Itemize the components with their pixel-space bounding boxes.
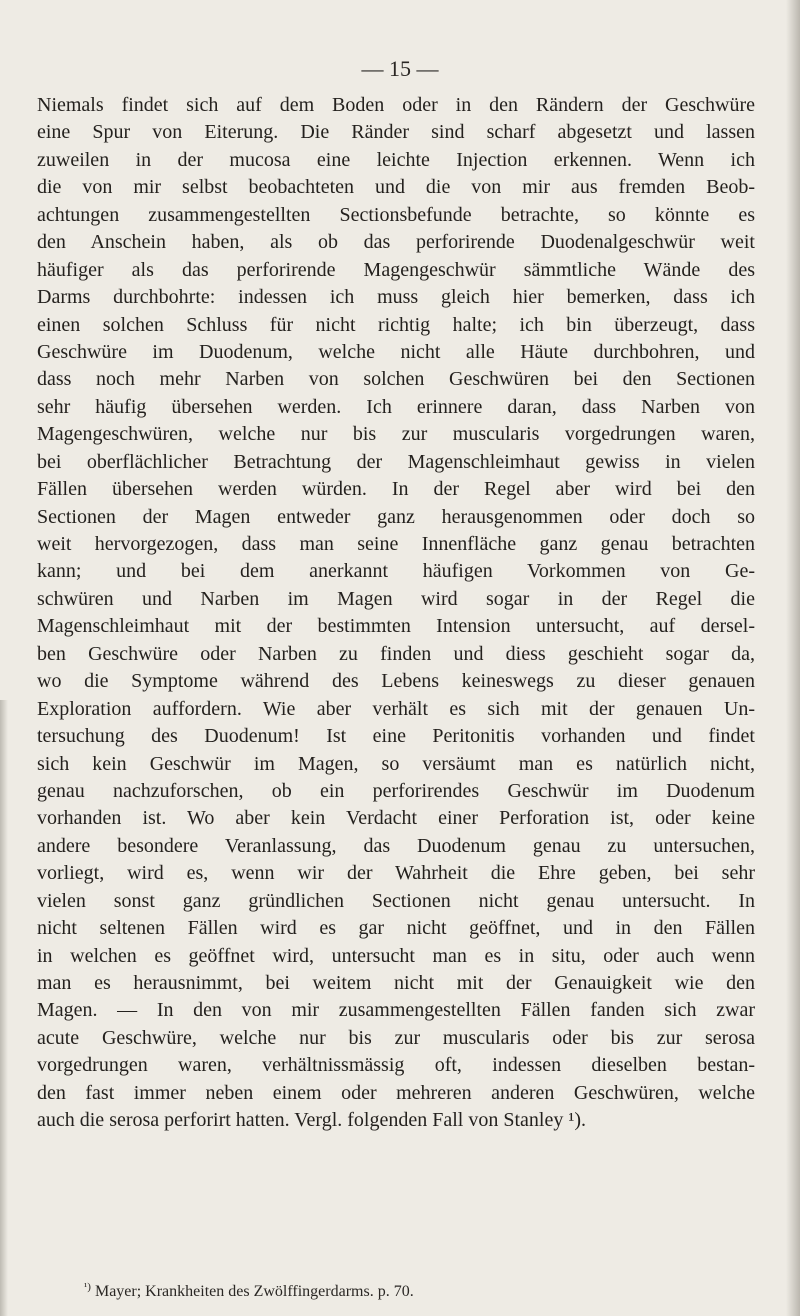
text-line: man es herausnimmt, bei weitem nicht mit der Genauigkeit wie den xyxy=(37,972,755,994)
page-number: — 15 — xyxy=(361,56,439,81)
text-line: Magengeschwüren, welche nur bis zur muscularis vorgedrungen waren, xyxy=(37,423,755,446)
footnote-text: Mayer; Krankheiten des Zwölffingerdarms. p. 70. xyxy=(94,1283,414,1300)
text-line: in welchen es geöffnet wird, untersucht man es in situ, oder auch wenn xyxy=(37,944,755,967)
text-line: zuweilen in der mucosa eine leichte Injection erkennen. Wenn ich xyxy=(37,148,755,171)
text-line: acute Geschwüre, welche nur bis zur muscularis oder bis zur serosa xyxy=(37,1026,755,1049)
text-line: vorgedrungen waren, verhältnissmässig oft, indessen dieselben bestan- xyxy=(37,1054,755,1077)
text-line: den fast immer neben einem oder mehreren anderen Geschwüren, welche xyxy=(37,1081,755,1104)
text-line: kann; und bei dem anerkannt häufigen Vorkommen von Ge- xyxy=(37,560,755,583)
text-line: bei oberflächlicher Betrachtung der Magenschleimhaut gewiss in vielen xyxy=(37,450,755,473)
text-line: Darms durchbohrte: indessen ich muss gleich hier bemerken, dass ich xyxy=(37,286,755,309)
text-line: andere besondere Veranlassung, das Duodenum genau zu untersuchen, xyxy=(37,834,755,857)
text-line: sehr häufig übersehen werden. Ich erinnere daran, dass Narben von xyxy=(37,395,755,418)
footnote-marker: ¹) xyxy=(84,1281,91,1293)
text-line: auch die serosa perforirt hatten. Vergl. folgenden Fall von Stanley ¹). xyxy=(37,1109,586,1132)
text-line: nicht seltenen Fällen wird es gar nicht geöffnet, und in den Fällen xyxy=(37,917,755,940)
text-line: vorhanden ist. Wo aber kein Verdacht einer Perforation ist, oder keine xyxy=(37,807,755,830)
text-line: häufiger als das perforirende Magengeschwür sämmtliche Wände des xyxy=(37,258,755,281)
text-line: Magenschleimhaut mit der bestimmten Intension untersucht, auf dersel- xyxy=(37,615,755,638)
page-edge-shadow xyxy=(786,0,800,1316)
text-line: die von mir selbst beobachteten und die von mir aus fremden Beob- xyxy=(37,176,755,199)
text-line: Geschwüre im Duodenum, welche nicht alle Häute durchbohren, und xyxy=(37,340,755,363)
text-line: sich kein Geschwür im Magen, so versäumt man es natürlich nicht, xyxy=(37,752,755,775)
text-line: vorliegt, wird es, wenn wir der Wahrheit die Ehre geben, bei sehr xyxy=(37,862,755,885)
text-line: schwüren und Narben im Magen wird sogar in der Regel die xyxy=(37,587,755,610)
text-line: eine Spur von Eiterung. Die Ränder sind scharf abgesetzt und lassen xyxy=(37,121,755,144)
text-line: achtungen zusammengestellten Sectionsbefunde betrachte, so könnte es xyxy=(37,203,755,226)
text-line: Exploration auffordern. Wie aber verhält es sich mit der genauen Un- xyxy=(37,697,755,720)
text-line: Sectionen der Magen entweder ganz herausgenommen oder doch so xyxy=(37,505,755,528)
text-line: wo die Symptome während des Lebens keineswegs zu dieser genauen xyxy=(37,670,755,693)
text-line: einen solchen Schluss für nicht richtig halte; ich bin überzeugt, dass xyxy=(37,313,755,336)
text-line: vielen sonst ganz gründlichen Sectionen nicht genau untersucht. In xyxy=(37,889,755,912)
footnote xyxy=(84,1283,744,1301)
body-text xyxy=(37,92,755,1135)
text-line: tersuchung des Duodenum! Ist eine Peritonitis vorhanden und findet xyxy=(37,725,755,748)
text-line: Magen. — In den von mir zusammengestellten Fällen fanden sich zwar xyxy=(37,999,755,1022)
text-line: genau nachzuforschen, ob ein perforirendes Geschwür im Duodenum xyxy=(37,779,755,802)
text-line: den Anschein haben, als ob das perforirende Duodenalgeschwür weit xyxy=(37,231,755,254)
text-line: Fällen übersehen werden würden. In der Regel aber wird bei den xyxy=(37,478,755,501)
text-line: weit hervorgezogen, dass man seine Innenfläche ganz genau betrachten xyxy=(37,533,755,555)
text-line: ben Geschwüre oder Narben zu finden und diess geschieht sogar da, xyxy=(37,642,755,665)
text-line: Niemals findet sich auf dem Boden oder in den Rändern der Geschwüre xyxy=(37,94,755,116)
text-line: dass noch mehr Narben von solchen Geschwüren bei den Sectionen xyxy=(37,368,755,391)
page-binding-shadow xyxy=(0,700,8,1316)
